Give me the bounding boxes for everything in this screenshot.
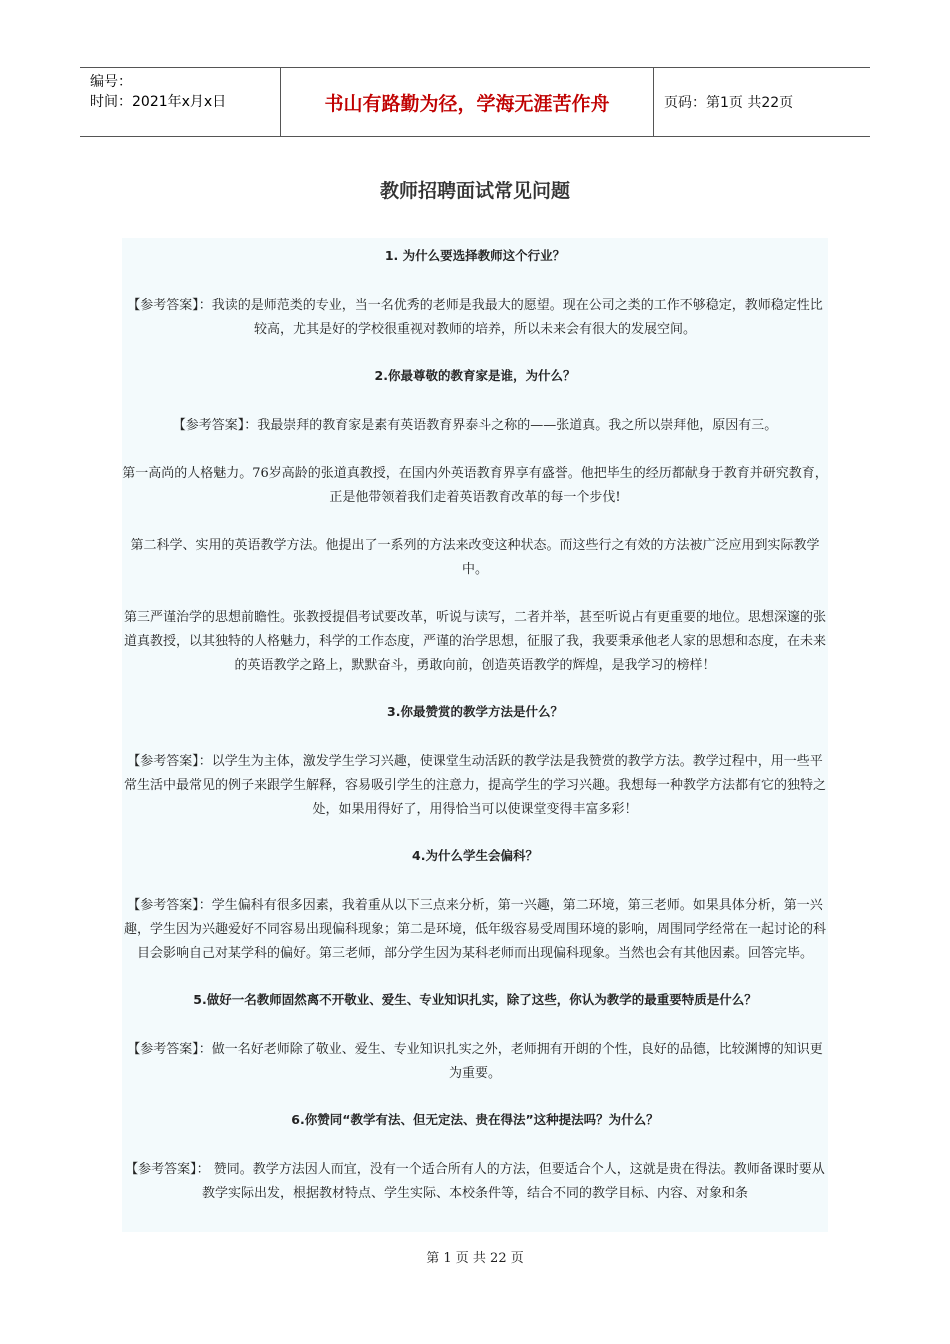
question-4: 4.为什么学生会偏科？ [412,848,538,863]
document-title: 教师招聘面试常见问题 [379,180,570,202]
document-header [80,67,870,137]
answer-2-point-2: 第二科学、实用的英语教学方法。他提出了一系列的方法来改变这种状态。而这些行之有效的方法被广泛应用到实际教学中。 [130,538,820,577]
page-footer: 第 1 页 共 22 页 [426,1251,524,1266]
header-time-label: 时间：2021年x月x日 [90,94,227,110]
answer-2-point-1: 第一高尚的人格魅力。76岁高龄的张道真教授，在国内外英语教育界享有盛誉。他把毕生的经历都献身于教育并研究教育，正是他带领着我们走着英语教育改革的每一个步伐! [122,466,828,505]
header-meta [80,68,280,136]
answer-1: 【参考答案】：我读的是师范类的专业，当一名优秀的老师是我最大的愿望。现在公司之类的工作不够稳定，教师稳定性比较高，尤其是好的学校很重视对教师的培养，所以未来会有很大的发展空间。 [127,298,823,337]
header-page-info: 页码：第1页 共22页 [664,95,794,111]
answer-6: 【参考答案】： 赞同。教学方法因人而宜，没有一个适合所有人的方法，但要适合个人，这就是贵在得法。教师备课时要从教学实际出发，根据教材特点、学生实际、本校条件等，结合不同的教学目标、内容、对象和条 [125,1162,825,1201]
answer-3: 【参考答案】：以学生为主体，激发学生学习兴趣，使课堂生动活跃的教学法是我赞赏的教学方法。教学过程中，用一些平常生活中最常见的例子来跟学生解释，容易吸引学生的注意力，提高学生的学习兴趣。我想每一种教学方法都有它的独特之处，如果用得好了，用得恰当可以使课堂变得丰富多彩！ [123,754,826,817]
question-3: 3.你最赞赏的教学方法是什么？ [387,704,563,719]
header-number-label: 编号： [90,74,132,90]
answer-5: 【参考答案】：做一名好老师除了敬业、爱生、专业知识扎实之外，老师拥有开朗的个性，良好的品德，比较渊博的知识更为重要。 [127,1042,823,1081]
question-2: 2.你最尊敬的教育家是谁，为什么？ [374,368,576,383]
answer-2-intro: 【参考答案】：我最崇拜的教育家是素有英语教育界泰斗之称的——张道真。我之所以崇拜他，原因有三。 [172,418,778,433]
question-5: 5.做好一名教师固然离不开敬业、爱生、专业知识扎实，除了这些，你认为教学的最重要特质是什么？ [193,992,757,1007]
answer-4: 【参考答案】：学生偏科有很多因素，我着重从以下三点来分析，第一兴趣，第二环境，第三老师。如果具体分析，第一兴趣，学生因为兴趣爱好不同容易出现偏科现象；第二是环境，低年级容易受周围环境的影响，周围同学经常在一起讨论的科目会影响自己对某学科的偏好。第三老师，部分学生因为某科老师而出现偏科现象。当然也会有其他因素。回答完毕。 [123,898,826,961]
question-1: 1. 为什么要选择教师这个行业？ [384,248,566,263]
header-slogan: 书山有路勤为径，学海无涯苦作舟 [280,68,654,136]
question-6: 6.你赞同“教学有法、但无定法、贵在得法”这种提法吗？为什么？ [291,1112,659,1127]
answer-2-point-3: 第三严谨治学的思想前瞻性。张教授提倡考试要改革，听说与读写，二者并举，甚至听说占有更重要的地位。思想深邃的张道真教授，以其独特的人格魅力，科学的工作态度，严谨的治学思想，征服了我，我要秉承他老人家的思想和态度，在未来的英语教学之路上，默默奋斗，勇敢向前，创造英语教学的辉煌，是我学习的榜样！ [123,610,826,673]
qa-content [122,238,828,1232]
